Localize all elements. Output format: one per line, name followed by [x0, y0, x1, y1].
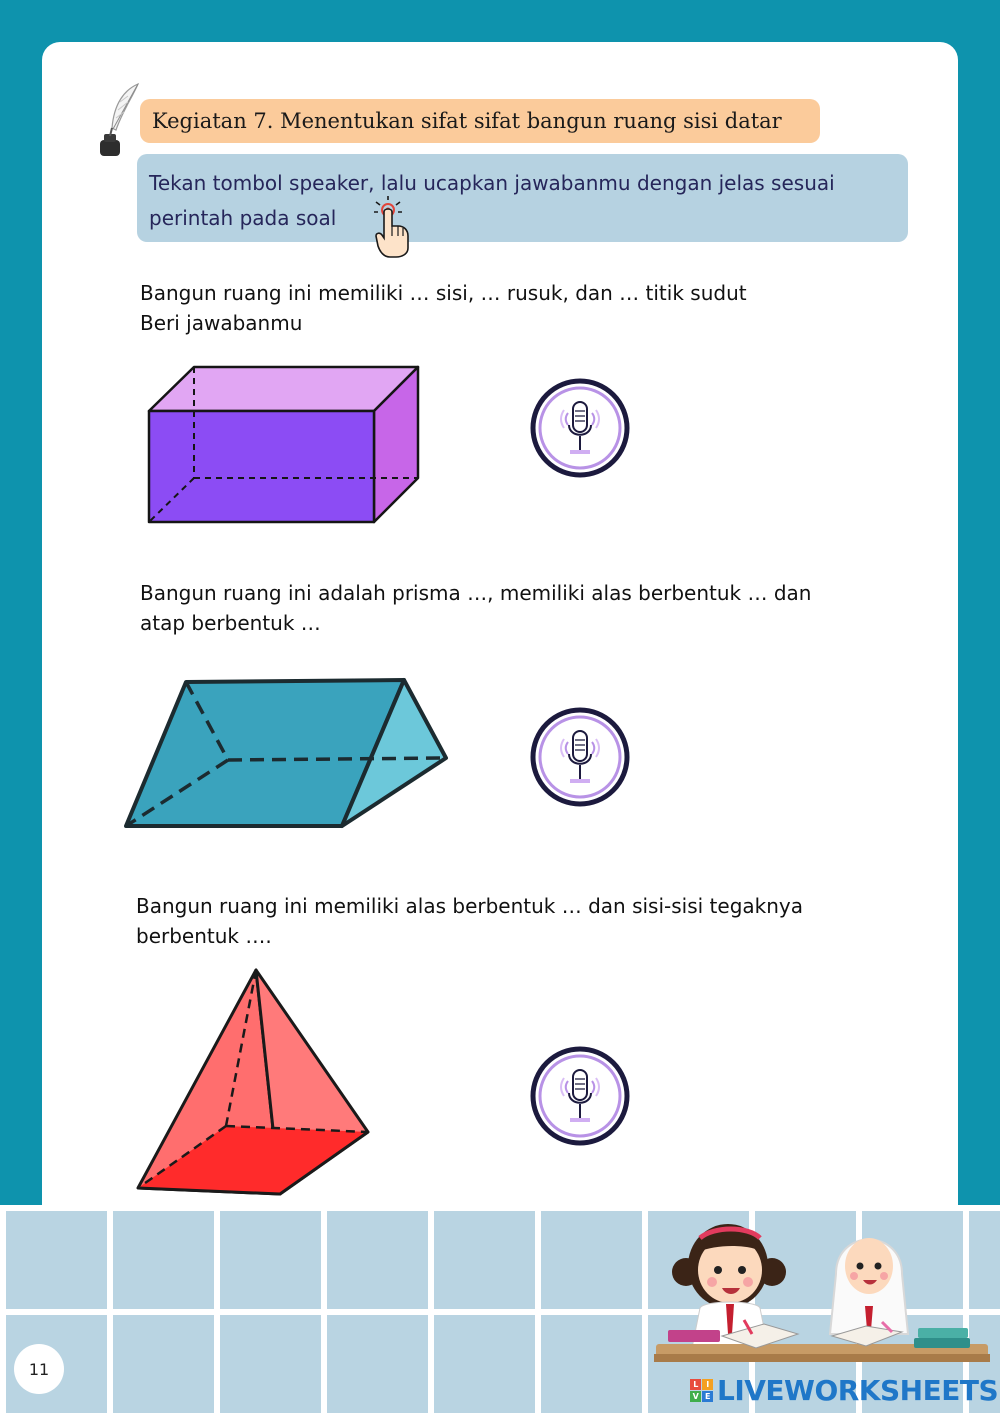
- microphone-button-1[interactable]: [530, 378, 630, 478]
- instruction-box: [137, 154, 908, 242]
- question-3-line2: berbentuk ….: [136, 924, 272, 948]
- page-number-text: 11: [28, 1359, 50, 1379]
- badge-letter-l: L: [690, 1379, 701, 1390]
- live-badge-icon: [690, 1379, 713, 1402]
- microphone-button-3[interactable]: [530, 1046, 630, 1146]
- question-1-text: [140, 278, 747, 338]
- badge-letter-i: I: [702, 1379, 713, 1390]
- question-1-line2: Beri jawabanmu: [140, 311, 303, 335]
- microphone-icon: [530, 378, 630, 478]
- microphone-button-2[interactable]: [530, 707, 630, 807]
- cuboid-icon: [146, 364, 422, 527]
- question-2-line1: Bangun ruang ini adalah prisma …, memiliki alas berbentuk … dan: [140, 581, 812, 605]
- brand-name: LIVEWORKSHEETS: [717, 1373, 999, 1407]
- microphone-icon: [530, 1046, 630, 1146]
- square-pyramid-icon: [134, 966, 374, 1198]
- question-3-text: [136, 891, 803, 951]
- activity-title-text: Kegiatan 7. Menentukan sifat sifat bangun ruang sisi datar: [152, 109, 782, 133]
- activity-title: [140, 99, 820, 143]
- question-2-text: [140, 578, 811, 638]
- instruction-text: Tekan tombol speaker, lalu ucapkan jawabanmu dengan jelas sesuai perintah pada soal: [149, 171, 835, 230]
- badge-letter-v: V: [690, 1391, 701, 1402]
- page-number: [14, 1344, 64, 1394]
- tap-hand-icon: [370, 196, 414, 258]
- question-2-line2: atap berbentuk …: [140, 611, 321, 635]
- microphone-icon: [530, 707, 630, 807]
- liveworksheets-logo: [690, 1372, 998, 1408]
- quill-pen-icon: [94, 82, 144, 160]
- students-studying-illustration: [652, 1208, 992, 1376]
- question-1-line1: Bangun ruang ini memiliki … sisi, … rusuk, dan … titik sudut: [140, 281, 747, 305]
- question-3-line1: Bangun ruang ini memiliki alas berbentuk … dan sisi-sisi tegaknya: [136, 894, 803, 918]
- triangular-prism-icon: [122, 676, 450, 832]
- badge-letter-e: E: [702, 1391, 713, 1402]
